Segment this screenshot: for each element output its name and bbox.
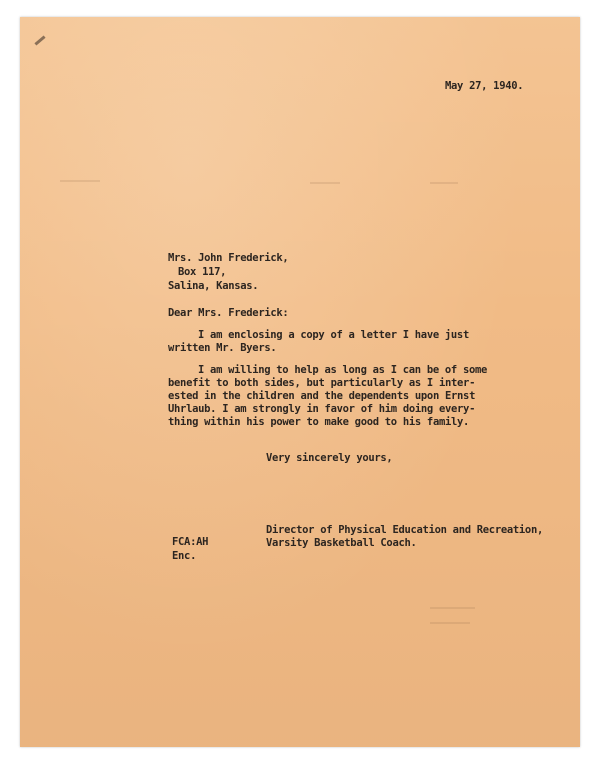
letter-date: May 27, 1940. bbox=[445, 80, 524, 92]
bleed-through-mark bbox=[310, 182, 340, 184]
paper-mark bbox=[34, 35, 45, 45]
paragraph-line: ested in the children and the dependents upon Ernst bbox=[168, 390, 476, 402]
address-line: Salina, Kansas. bbox=[168, 280, 259, 292]
bleed-through-mark bbox=[430, 622, 470, 624]
paragraph-line: I am willing to help as long as I can be of some bbox=[198, 364, 488, 376]
closing: Very sincerely yours, bbox=[266, 452, 393, 464]
bleed-through-mark bbox=[60, 180, 100, 182]
signature-title-line: Varsity Basketball Coach. bbox=[266, 537, 417, 549]
bleed-through-mark bbox=[430, 182, 458, 184]
enclosure-note: Enc. bbox=[172, 550, 197, 562]
paragraph-line: Uhrlaub. I am strongly in favor of him doing every- bbox=[168, 403, 476, 415]
address-line: Box 117, bbox=[178, 266, 227, 278]
salutation: Dear Mrs. Frederick: bbox=[168, 307, 289, 319]
address-line: Mrs. John Frederick, bbox=[168, 252, 289, 264]
paragraph-line: I am enclosing a copy of a letter I have just bbox=[198, 329, 469, 341]
paragraph-line: thing within his power to make good to his family. bbox=[168, 416, 470, 428]
signature-title-line: Director of Physical Education and Recreation, bbox=[266, 524, 543, 536]
typist-initials: FCA:AH bbox=[172, 536, 209, 548]
bleed-through-mark bbox=[430, 607, 475, 609]
paragraph-line: written Mr. Byers. bbox=[168, 342, 277, 354]
paragraph-line: benefit to both sides, but particularly as I inter- bbox=[168, 377, 476, 389]
letter-paper bbox=[20, 17, 580, 747]
